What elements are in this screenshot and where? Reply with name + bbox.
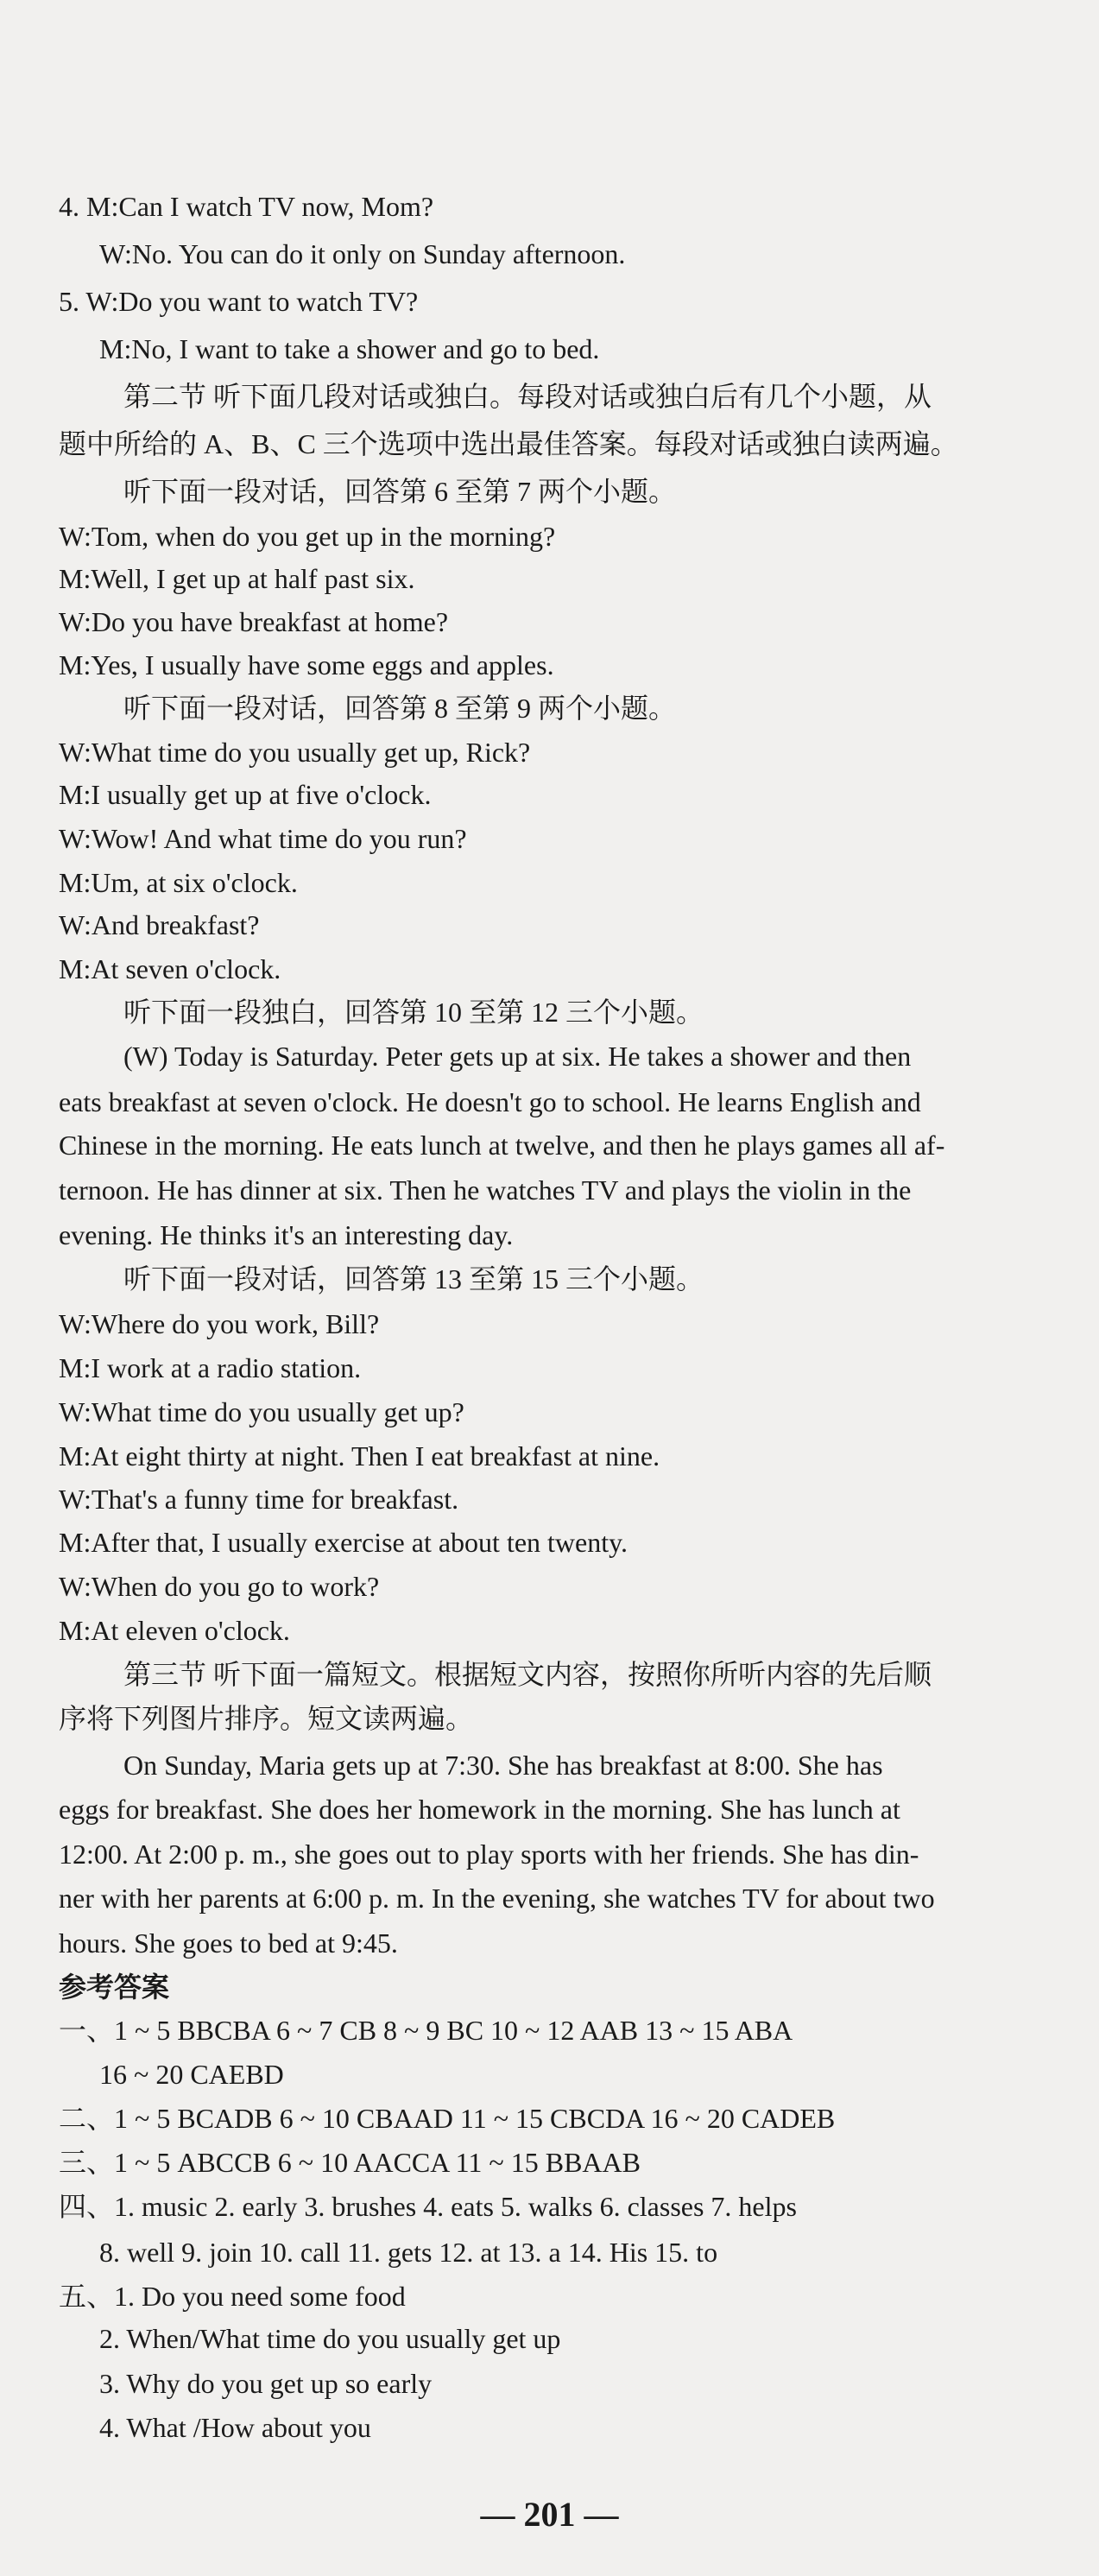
text-line: 4. M:Can I watch TV now, Mom? xyxy=(59,191,434,222)
text-line: M:Yes, I usually have some eggs and apples. xyxy=(59,649,554,680)
answer-line: 一、1 ~ 5 BBCBA 6 ~ 7 CB 8 ~ 9 BC 10 ~ 12 AAB 13 ~ 15 ABA xyxy=(59,2015,793,2046)
answer-line: 三、1 ~ 5 ABCCB 6 ~ 10 AACCA 11 ~ 15 BBAAB xyxy=(59,2147,641,2178)
text-line: M:Well, I get up at half past six. xyxy=(59,563,415,594)
answer-line: 4. What /How about you xyxy=(99,2412,371,2443)
text-line: On Sunday, Maria gets up at 7:30. She has breakfast at 8:00. She has xyxy=(123,1750,883,1781)
answer-line: 8. well 9. join 10. call 11. gets 12. at 13. a 14. His 15. to xyxy=(99,2237,718,2268)
text-line: W:What time do you usually get up? xyxy=(59,1396,464,1427)
instruction-line: 听下面一段对话，回答第 13 至第 15 三个小题。 xyxy=(123,1263,704,1294)
instruction-line: 听下面一段对话，回答第 8 至第 9 两个小题。 xyxy=(123,693,677,724)
text-line: M:I work at a radio station. xyxy=(59,1352,362,1383)
instruction-line: 听下面一段对话，回答第 6 至第 7 两个小题。 xyxy=(123,476,677,507)
text-line: M:Um, at six o'clock. xyxy=(59,867,298,898)
text-line: M:At eleven o'clock. xyxy=(59,1615,290,1646)
text-line: W:No. You can do it only on Sunday afternoon. xyxy=(99,238,626,269)
text-line: hours. She goes to bed at 9:45. xyxy=(59,1927,398,1959)
text-line: W:And breakfast? xyxy=(59,909,260,940)
text-line: W:That's a funny time for breakfast. xyxy=(59,1484,459,1515)
text-line: 序将下列图片排序。短文读两遍。 xyxy=(59,1703,474,1734)
text-line: M:No, I want to take a shower and go to bed. xyxy=(99,333,600,364)
text-line: 5. W:Do you want to watch TV? xyxy=(59,286,419,317)
page-number: — 201 — xyxy=(480,2495,619,2534)
answer-key-heading: 参考答案 xyxy=(59,1972,170,2003)
text-line: 题中所给的 A、B、C 三个选项中选出最佳答案。每段对话或独白读两遍。 xyxy=(59,428,958,459)
answer-line: 五、1. Do you need some food xyxy=(59,2281,406,2312)
text-line: M:At seven o'clock. xyxy=(59,953,281,984)
text-line: 12:00. At 2:00 p. m., she goes out to play sports with her friends. She has din- xyxy=(59,1839,919,1870)
section-heading: 第二节 听下面几段对话或独白。每段对话或独白后有几个小题，从 xyxy=(123,381,932,412)
text-line: eats breakfast at seven o'clock. He doesn't go to school. He learns English and xyxy=(59,1086,921,1117)
text-line: W:Where do you work, Bill? xyxy=(59,1308,380,1339)
answer-line: 3. Why do you get up so early xyxy=(99,2368,433,2399)
text-line: ternoon. He has dinner at six. Then he watches TV and plays the violin in the xyxy=(59,1174,912,1206)
text-line: Chinese in the morning. He eats lunch at twelve, and then he plays games all af- xyxy=(59,1130,945,1161)
text-line: W:Tom, when do you get up in the morning? xyxy=(59,521,556,552)
text-line: (W) Today is Saturday. Peter gets up at six. He takes a shower and then xyxy=(123,1041,912,1072)
answer-line: 2. When/What time do you usually get up xyxy=(99,2323,561,2354)
text-line: M:After that, I usually exercise at about ten twenty. xyxy=(59,1527,628,1558)
text-line: evening. He thinks it's an interesting day. xyxy=(59,1219,514,1250)
text-line: W:Wow! And what time do you run? xyxy=(59,823,467,854)
section-heading: 第三节 听下面一篇短文。根据短文内容，按照你所听内容的先后顺 xyxy=(123,1659,932,1690)
text-line: eggs for breakfast. She does her homework in the morning. She has lunch at xyxy=(59,1794,900,1825)
text-line: W:Do you have breakfast at home? xyxy=(59,606,449,637)
answer-line: 四、1. music 2. early 3. brushes 4. eats 5. walks 6. classes 7. helps xyxy=(59,2191,797,2222)
text-line: ner with her parents at 6:00 p. m. In the evening, she watches TV for about two xyxy=(59,1883,935,1914)
answer-line: 二、1 ~ 5 BCADB 6 ~ 10 CBAAD 11 ~ 15 CBCDA 16 ~ 20 CADEB xyxy=(59,2103,836,2134)
text-line: W:What time do you usually get up, Rick? xyxy=(59,737,531,768)
text-line: W:When do you go to work? xyxy=(59,1571,380,1602)
instruction-line: 听下面一段独白，回答第 10 至第 12 三个小题。 xyxy=(123,997,704,1028)
text-line: M:At eight thirty at night. Then I eat breakfast at nine. xyxy=(59,1440,660,1472)
text-line: M:I usually get up at five o'clock. xyxy=(59,779,432,810)
answer-line: 16 ~ 20 CAEBD xyxy=(99,2059,284,2090)
